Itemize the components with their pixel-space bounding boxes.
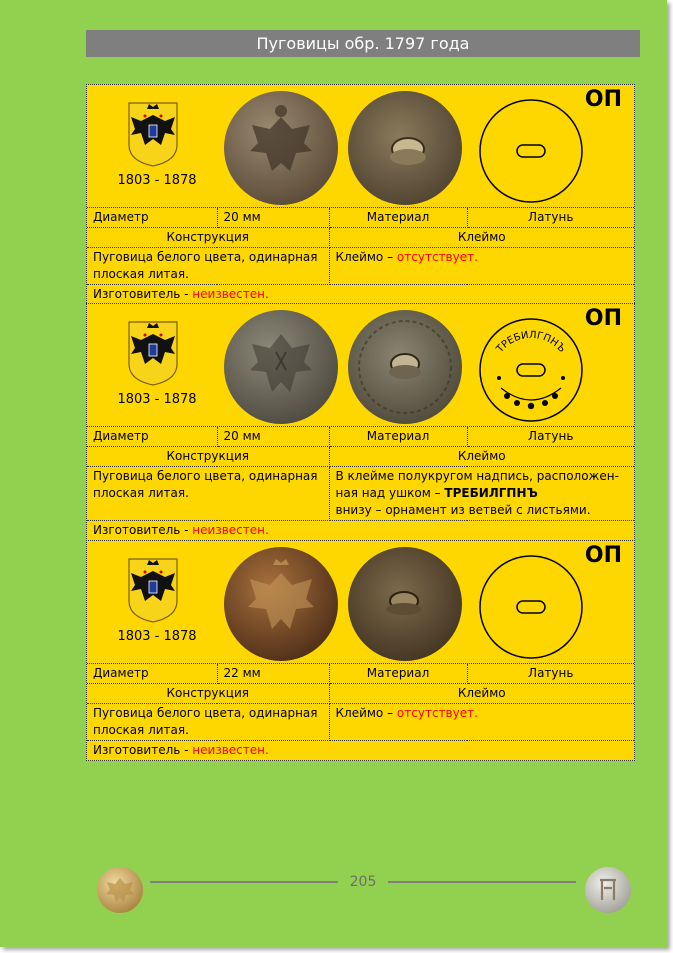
footer-divider-right [388, 881, 576, 883]
button-schematic [477, 316, 585, 424]
construction-label: Конструкция [87, 684, 329, 704]
coat-of-arms-icon [127, 555, 179, 623]
diameter-value: 20 мм [217, 427, 329, 447]
button-front-image [222, 89, 340, 207]
info-table [87, 427, 634, 540]
class-badge: ОП [584, 87, 622, 112]
footer-divider-left [150, 881, 338, 883]
stamp-inscription: ТРЕБИЛГПНЪ [494, 329, 568, 355]
diameter-value: 20 мм [217, 208, 329, 228]
info-table [87, 208, 634, 304]
construction-value: Пуговица белого цвета, одинарная плоская литая. [87, 248, 329, 285]
button-card-1 [86, 84, 635, 305]
manufacturer-row: Изготовитель - неизвестен. [87, 521, 634, 541]
construction-label: Конструкция [87, 447, 329, 467]
diameter-label: Диаметр [87, 664, 217, 684]
class-badge: ОП [584, 543, 622, 568]
footer-right-button-icon [584, 866, 632, 914]
stamp-value: В клейме полукругом надпись, расположен- ная над ушком – ТРЕБИЛГПНЪ внизу – орнамент из ветвей с листьями. [329, 467, 634, 521]
stamp-label: Клеймо [329, 228, 634, 248]
page-title: Пуговицы обр. 1797 года [86, 30, 640, 57]
button-back-image [346, 308, 464, 426]
manufacturer-row: Изготовитель - неизвестен. [87, 741, 634, 761]
info-table [87, 664, 634, 760]
button-back-image [346, 545, 464, 663]
construction-value: Пуговица белого цвета, одинарная плоская литая. [87, 467, 329, 521]
button-schematic [477, 553, 585, 661]
stamp-value: Клеймо – отсутствует. [329, 248, 634, 285]
manufacturer-row: Изготовитель - неизвестен. [87, 285, 634, 305]
footer-left-button-icon [96, 866, 144, 914]
card-image-row [87, 541, 634, 664]
years-label: 1803 - 1878 [117, 173, 197, 188]
coat-of-arms-icon [127, 99, 179, 167]
years-label: 1803 - 1878 [117, 629, 197, 644]
button-card-2 [86, 303, 635, 541]
diameter-value: 22 мм [217, 664, 329, 684]
material-value: Латунь [467, 664, 634, 684]
stamp-value: Клеймо – отсутствует. [329, 704, 634, 741]
stamp-label: Клеймо [329, 447, 634, 467]
button-front-image [222, 545, 340, 663]
card-image-row [87, 304, 634, 427]
material-label: Материал [329, 208, 467, 228]
button-back-image [346, 89, 464, 207]
button-schematic [477, 97, 585, 205]
construction-label: Конструкция [87, 228, 329, 248]
material-label: Материал [329, 427, 467, 447]
construction-value: Пуговица белого цвета, одинарная плоская литая. [87, 704, 329, 741]
diameter-label: Диаметр [87, 427, 217, 447]
card-image-row [87, 85, 634, 208]
material-value: Латунь [467, 427, 634, 447]
years-label: 1803 - 1878 [117, 392, 197, 407]
material-value: Латунь [467, 208, 634, 228]
button-card-3 [86, 540, 635, 761]
stamp-label: Клеймо [329, 684, 634, 704]
material-label: Материал [329, 664, 467, 684]
diameter-label: Диаметр [87, 208, 217, 228]
coat-of-arms-icon [127, 318, 179, 386]
button-front-image [222, 308, 340, 426]
page-number: 205 [349, 874, 377, 890]
class-badge: ОП [584, 306, 622, 331]
